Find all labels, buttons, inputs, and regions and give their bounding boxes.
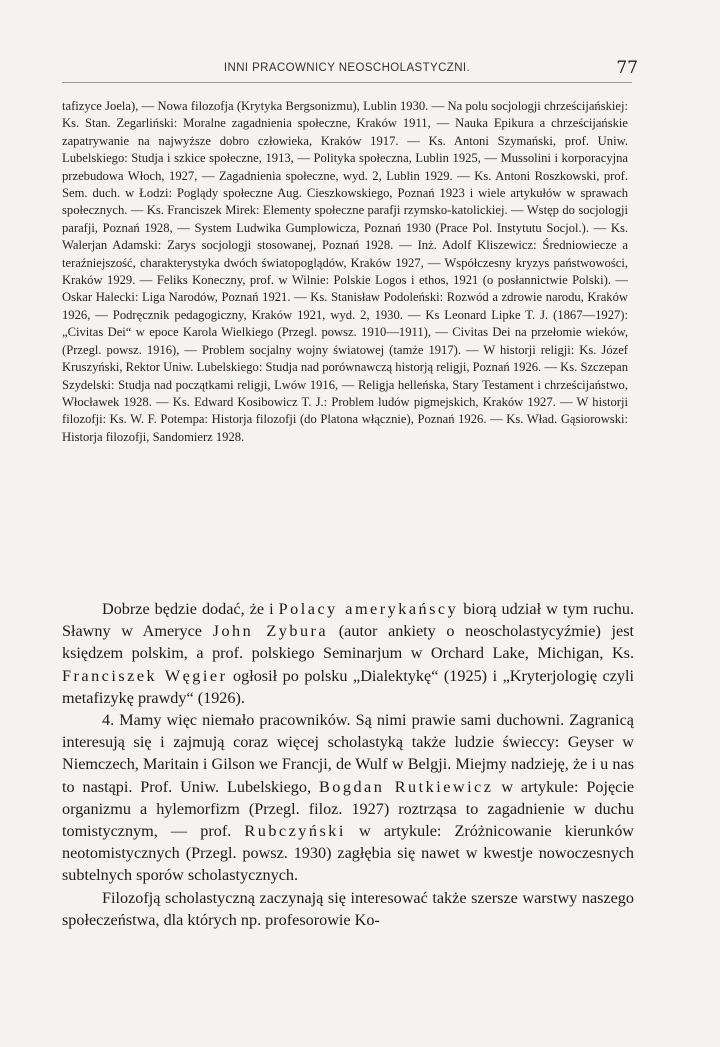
page-header <box>62 58 638 84</box>
main-text <box>62 598 634 931</box>
body-paragraph-2 <box>62 709 634 887</box>
page-number: 77 <box>616 58 638 78</box>
footnote-paragraph: tafizyce Joela), — Nowa filozofja (Krytyka Bergsonizmu), Lublin 1930. — Na polu socjologji chrześcijańskiej: Ks. Stan. Zegarliński: Moralne zagadnienia społeczne, Kraków 1911, — Nauka Epikura a chrześcijańskie zapatrywanie na najwyższe dobro człowieka, Kraków 1917. — Ks. Antoni Szymański, prof. Uniw. Lubelskiego: Studja i szkice społeczne, 1913, — Polityka społeczna, Lublin 1925, — Mussolini i korporacyjna przebudowa Włoch, 1927, — Zagadnienia społeczne, wyd. 2, Lublin 1929. — Ks. Antoni Roszkowski, prof. Sem. duch. w Łodzi: Poglądy społeczne Aug. Cieszkowskiego, Poznań 1923 i wiele artykułów w sprawach społecznych. — Ks. Franciszek Mirek: Elementy społeczne parafji rzymsko-katolickiej. — Wstęp do socjologji parafji, Poznań 1928, — System Ludwika Gumplowicza, Poznań 1930 (Prace Pol. Instytutu Socjol.). — Ks. Walerjan Adamski: Zarys socjologji stosowanej, Poznań 1928. — Inż. Adolf Kliszewicz: Średniowiecze a teraźniejszość, charakterystyka dwóch światopoglądów, Kraków 1927, — Współczesny kryzys państwowości, Kraków 1929. — Feliks Koneczny, prof. w Wilnie: Polskie Logos i ethos, 1921 (o posłannictwie Polski). — Oskar Halecki: Liga Narodów, Poznań 1921. — Ks. Stanisław Podoleński: Rozwód a zdrowie narodu, Kraków 1926, — Podręcznik pedagogiczny, Kraków 1921, wyd. 2, 1930. — Ks Leonard Lipke T. J. (1867—1927): „Civitas Dei“ w epoce Karola Wielkiego (Przegl. powsz. 1910—1911), — Civitas Dei na przełomie wieków, (Przegl. powsz. 1916), — Problem socjalny wojny światowej (tamże 1917). — W historji religji: Ks. Józef Kruszyński, Rektor Uniw. Lubelskiego: Studja nad porównawczą historją religji, Poznań 1926. — Ks. Szczepan Szydelski: Studja nad początkami religji, Lwów 1916, — Religja helleńska, Stary Testament i chrześcijaństwo, Włocławek 1928. — Ks. Edward Kosibowicz T. J.: Problem ludów pigmejskich, Kraków 1927. — W historji filozofji: Ks. W. F. Potempa: Historja filozofji (do Platona włącznie), Poznań 1926. — Ks. Wład. Gąsiorowski: Historja filozofji, Sandomierz 1928. <box>62 99 628 444</box>
spaced-emphasis: Franciszek Węgier <box>62 666 228 685</box>
spaced-emphasis: Bogdan Rutkiewicz <box>318 777 494 796</box>
text-run: biorą udział w tym ruchu. Sławny w Ameryce <box>62 600 634 641</box>
text-run: ogłosił po polsku „Dialektykę“ (1925) i „Kryterjologię czyli metafizykę prawdy“ (1926). <box>62 666 634 707</box>
text-run: 4. Mamy więc niemało pracowników. Są nimi prawie sami duchowni. Zagranicą interesują się i zajmują coraz więcej scholastyką także ludzie świeccy: Geyser w Niemczech, Maritain i Gilson we Francji, de Wulf w Belgji. Miejmy nadzieję, że i u nas to nastąpi. Prof. Uniw. Lubelskiego, <box>62 711 634 796</box>
body-paragraph-3: Filozofją scholastyczną zaczynają się interesować także szersze warstwy naszego społeczeństwa, dla których np. profesorowie Ko- <box>62 888 634 929</box>
spaced-emphasis: Polacy amerykańscy <box>278 600 459 618</box>
running-title: INNI PRACOWNICY NEOSCHOLASTYCZNI. <box>223 62 471 74</box>
spaced-emphasis: John Zybura <box>212 622 329 641</box>
text-run: w artykule: Pojęcie organizmu a hylemorfizm (Przegl. filoz. 1927) roztrząsa to zagadnienie w duchu tomistycznym, — prof. <box>62 777 635 841</box>
header-rule <box>62 82 632 83</box>
body-paragraph-1 <box>62 598 634 709</box>
text-run: Dobrze będzie dodać, że i <box>102 600 279 618</box>
spaced-emphasis: Rubczyński <box>244 822 346 841</box>
text-run: (autor ankiety o neoscholastycyźmie) jest księdzem polskim, a prof. polskiego Seminarjum w Orchard Lake, Michigan, Ks. <box>62 622 634 663</box>
footnote-block <box>62 98 628 446</box>
text-run: w artykule: Zróżnicowanie kierunków neotomistycznych (Przegl. powsz. 1930) zagłębia się nawet w kwestje nowoczesnych subtelnych sporów scholastycznych. <box>62 822 634 885</box>
